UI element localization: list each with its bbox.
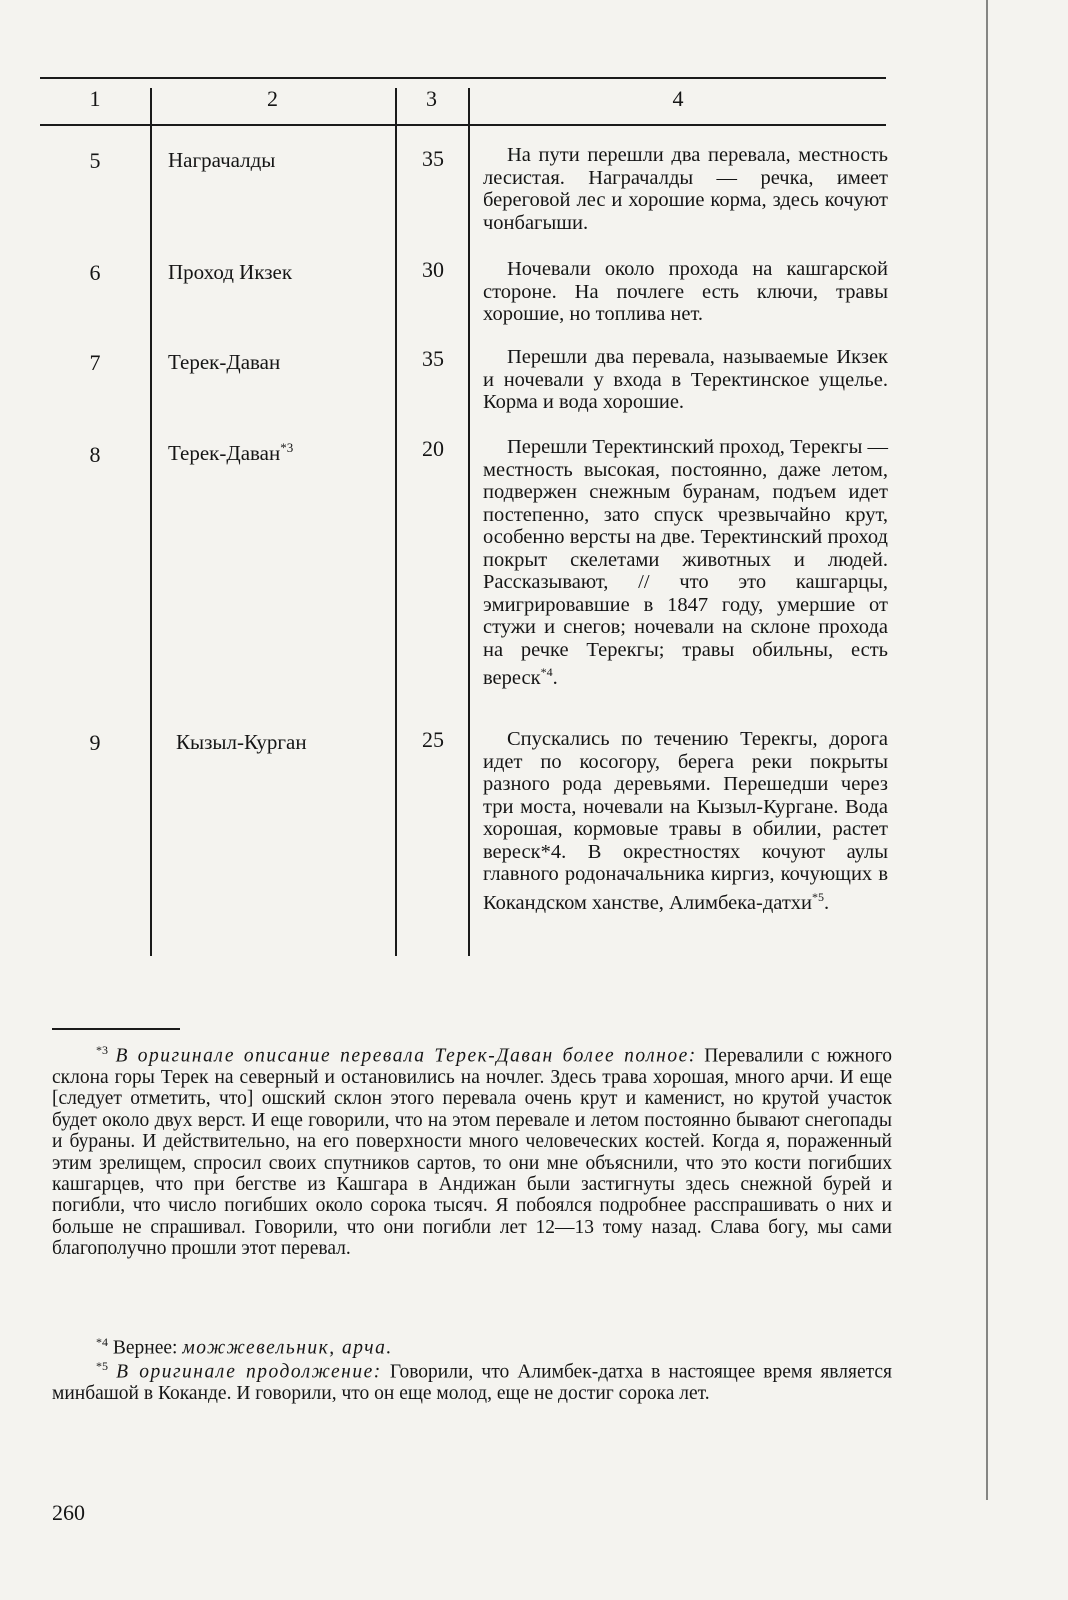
footnote-reference: *5 [812,889,825,904]
row-distance: 30 [422,257,444,282]
footnote-mark: *5 [96,1359,108,1373]
page-number: 260 [52,1500,85,1525]
row-place: Терек-Даван [168,350,281,374]
row-distance: 20 [422,436,444,461]
footnote-separator [52,1028,180,1030]
row-description [483,436,888,689]
column-divider-2 [395,88,397,956]
row-description: Ночевали около прохода на кашгарской стороне. На почлеге есть ключи, травы хорошие, но топлива нет. [483,258,888,325]
footnote-mark: *4 [96,1335,108,1349]
footnote-lead: Вернее: [108,1337,183,1359]
footnote-italic: В оригинале продолжение: [116,1361,382,1383]
table-header-2: 2 [267,86,278,111]
footnote-reference: *4 [540,665,553,679]
row-number: 6 [89,260,101,285]
footnote-italic: В оригинале описание перевала Терек-Даван более полное: [115,1045,697,1067]
row-distance: 25 [422,727,444,752]
table-top-rule [40,77,886,79]
row-distance: 35 [422,146,444,171]
row-place [168,440,390,466]
table-header-rule [40,124,886,126]
table-header-3: 3 [426,86,437,111]
row-description: На пути перешли два перевала, местность лесистая. Награчалды — речка, имеет береговой лес и хорошие корма, здесь кочуют чонбагыши. [483,144,888,234]
row-number: 8 [89,442,101,467]
row-description-text: Перешли Теректинский проход, Терекгы — местность высокая, постоянно, даже летом, подвержен снежным буранам, подъем идет постепенно, зато спуск чрезвычайно крут, особенно версты на две. Теректинский проход покрыт скелетами животных и людей. Рассказывают, // что это кашгарцы, эмигрировавшие в 1847 году, умершие от стужи и снегов; ночевали на склоне прохода на речке Терекгы; травы обильны, есть вереск [483,436,888,689]
footnote-reference: *3 [280,440,294,455]
row-number: 5 [89,148,101,173]
row-description [483,728,888,914]
footnote-4 [52,1332,892,1359]
scan-edge-line [986,0,988,1500]
row-place: Награчалды [168,148,276,172]
row-place: Проход Икзек [168,260,293,284]
footnote-mark: *3 [96,1043,108,1057]
row-place-text: Терек-Даван [168,441,281,465]
row-description-text: Спускались по течению Терекгы, дорога идет по косогору, берега реки покрыты разного рода деревьями. Перешедши через три моста, ночевали на Кызыл-Кургане. Вода хорошая, кормовые травы в обилии, растет вереск*4. В окрестностях кочуют аулы главного родоначальника киргиз, кочующих в Кокандском ханстве, Алимбека-датхи [483,728,888,914]
footnote-3 [52,1040,892,1260]
footnote-text: Перевалили с южного склона горы Терек на северный и остановились на ночлег. Здесь трава хорошая, много арчи. И еще [следует отметить, что] ошский склон этого перевала очень крут и каменист, но крутой участок будет около двух верст. И еще говорили, что на этом перевале и летом постоянно бывают снегопады и бураны. И действительно, на его поверхности много человеческих костей. Когда я, пораженный этим зрелищем, спросил своих спутников сартов, то они мне объяснили, что это кости погибших кашгарцев, что при бегстве из Кашгара в Андижан были застигнуты здесь снежной бурей и погибли, что число погибших около сорока тысяч. Я побоялся подробнее расспрашивать о них и больше не спрашивал. Говорили, что они погибли лет 12—13 тому назад. Слава богу, мы сами благополучно прошли этот перевал. [52,1045,892,1260]
row-distance: 35 [422,346,444,371]
table-header-1: 1 [89,86,101,111]
row-description: Перешли два перевала, называемые Икзек и ночевали у входа в Теректинское ущелье. Корма и вода хорошие. [483,346,888,413]
footnote-text: Говорили, что Алимбек-датха в настоящее время является минбашой в Коканде. И говорили, что он еще молод, еще не достиг сорока лет. [52,1361,892,1404]
row-description-tail: . [824,891,830,914]
row-number: 9 [89,730,101,755]
footnote-5 [52,1356,892,1404]
column-divider-3 [468,88,470,956]
row-place: Кызыл-Курган [176,730,307,754]
table-header-4: 4 [672,86,684,111]
footnote-italic: можжевельник, арча. [182,1337,393,1359]
row-number: 7 [89,350,101,375]
column-divider-1 [150,88,152,956]
row-description-tail: . [552,666,558,689]
